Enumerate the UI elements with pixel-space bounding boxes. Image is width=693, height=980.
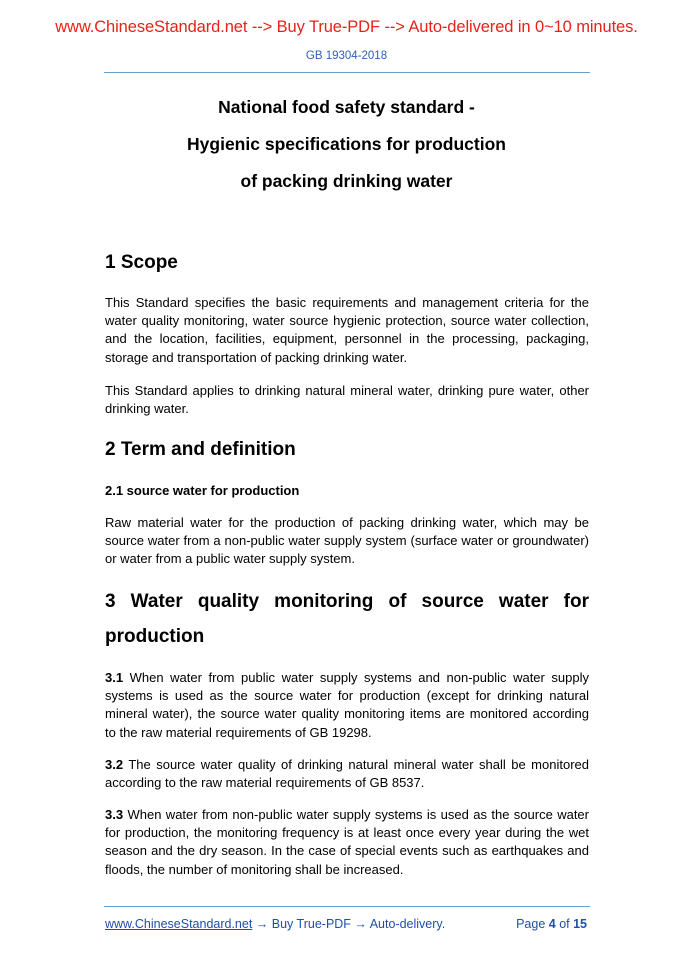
section-1-paragraph-2: This Standard applies to drinking natural mineral water, drinking pure water, other drinking water. — [105, 383, 589, 417]
footer-promo-text: → Buy True-PDF → Auto-delivery. — [252, 917, 446, 931]
clause-3-2 — [105, 756, 589, 792]
clause-3-2-number: 3.2 — [105, 757, 124, 772]
clause-3-1 — [105, 669, 589, 742]
clause-3-3-text: When water from non-public water supply systems is used as the source water for production, the monitoring frequency is at least once every year during the wet season and the dry season. In the case of special events such as earthquakes and floods, the number of monitoring shall be increased. — [105, 807, 589, 877]
section-2-heading: 2 Term and definition — [105, 439, 296, 460]
clause-3-3-number: 3.3 — [105, 807, 124, 822]
section-1-heading: 1 Scope — [105, 252, 178, 273]
page-number: 4 — [548, 917, 556, 931]
header-divider — [104, 72, 590, 73]
page-label: Page — [516, 917, 549, 931]
page-total: 15 — [573, 917, 587, 931]
section-2-1-heading: 2.1 source water for production — [105, 483, 300, 498]
footer-divider — [104, 906, 590, 907]
footer-link[interactable]: www.ChineseStandard.net — [105, 917, 253, 931]
section-1-paragraph-1: This Standard specifies the basic requirements and management criteria for the water quality monitoring, water source hygienic protection, source water collection, and the location, facilities, equipment, personnel in the processing, packaging, storage and transportation of packing drinking water. — [105, 295, 589, 365]
section-2-1-paragraph: Raw material water for the production of packing drinking water, which may be source water from a non-public water supply system (surface water or groundwater) or water from a public water supply system. — [105, 515, 589, 567]
clause-3-1-text: When water from public water supply systems and non-public water supply systems is used as the source water for production (except for drinking natural mineral water), the source water quality monitoring items are monitored according to the raw material requirements of GB 19298. — [105, 670, 589, 740]
document-title-line-2: Hygienic specifications for production — [187, 134, 506, 154]
document-title-line-3: of packing drinking water — [240, 171, 453, 191]
clause-3-3 — [105, 806, 589, 879]
page-indicator — [516, 917, 587, 931]
document-title-line-1: National food safety standard - — [218, 97, 475, 117]
section-3-heading-line-2: production — [105, 626, 205, 647]
promo-banner[interactable]: www.ChineseStandard.net --> Buy True-PDF --> Auto-delivered in 0~10 minutes. — [55, 18, 638, 36]
document-id: GB 19304-2018 — [305, 50, 388, 62]
section-3-heading-line-1: 3 Water quality monitoring of source water for — [105, 591, 589, 612]
of-label: of — [555, 917, 574, 931]
clause-3-1-number: 3.1 — [105, 670, 124, 685]
footer-promo — [105, 917, 445, 931]
clause-3-2-text: The source water quality of drinking natural mineral water shall be monitored according to the raw material requirements of GB 8537. — [105, 757, 589, 791]
